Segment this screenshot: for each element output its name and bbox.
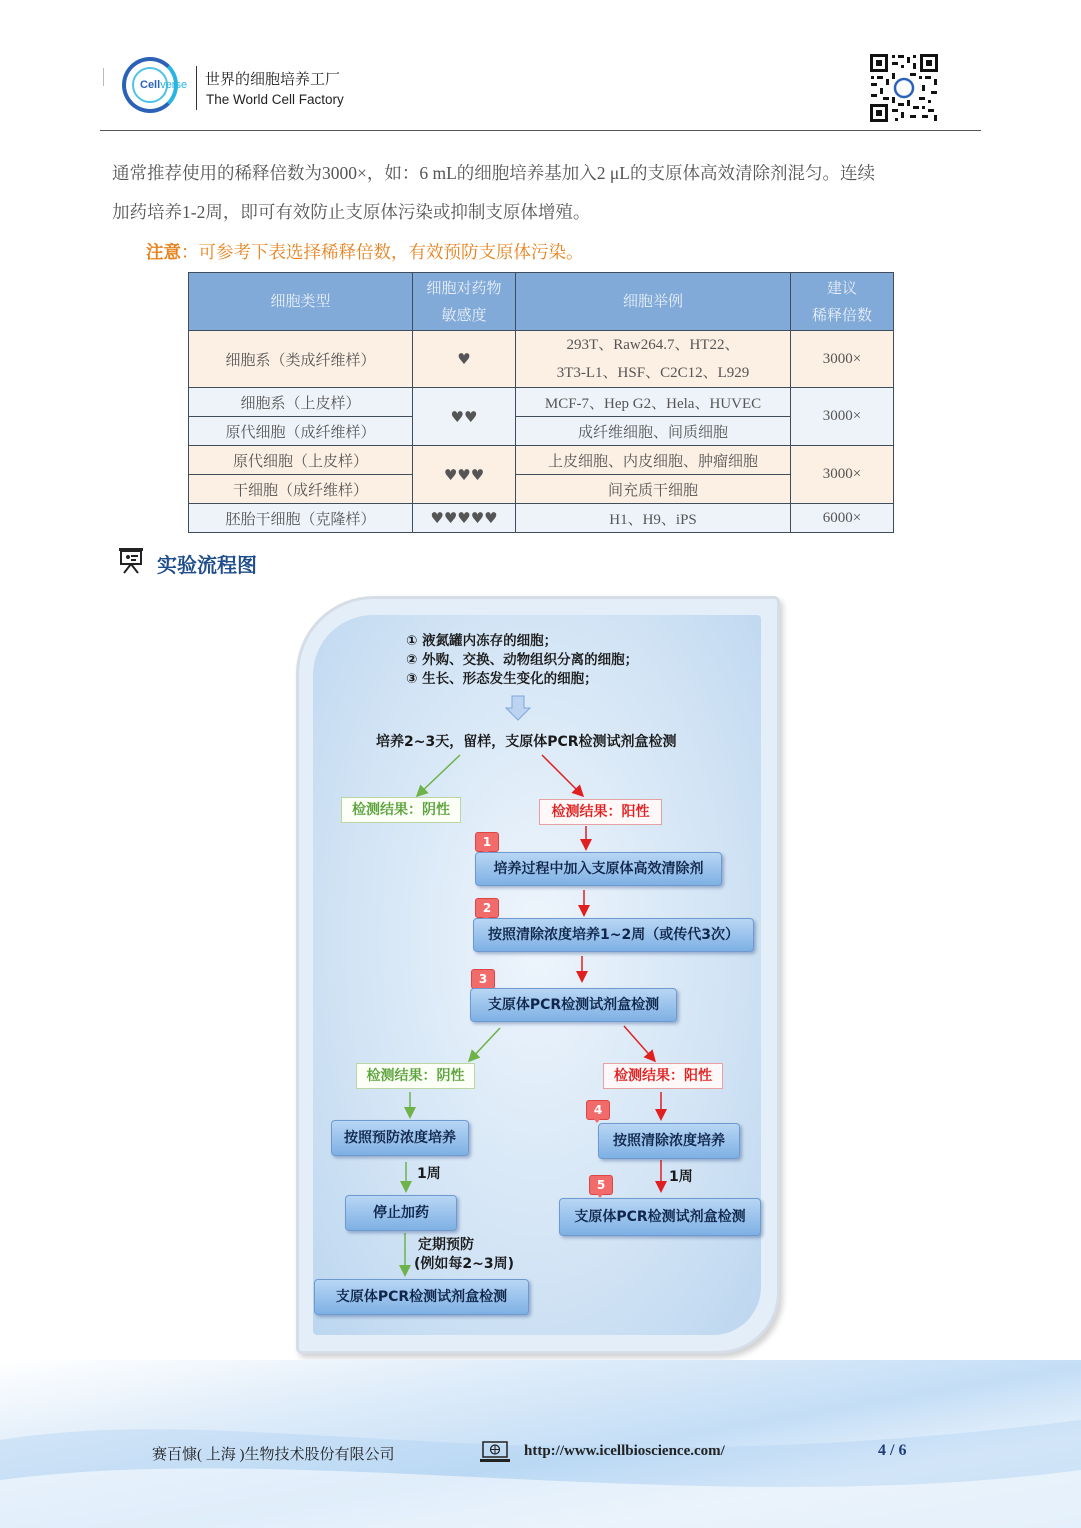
culture-step: 培养2~3天，留样，支原体PCR检测试剂盒检测 <box>376 734 677 750</box>
heart-rating: ♥ <box>413 331 516 388</box>
page-number: 4 / 6 <box>878 1442 907 1459</box>
cell-type: 胚胎干细胞（克隆样） <box>189 504 413 533</box>
one-week-label-b: 1周 <box>669 1169 693 1185</box>
one-week-label-a: 1周 <box>417 1166 441 1182</box>
step-clear-culture: 按照清除浓度培养1~2周（或传代3次） <box>473 918 754 952</box>
step-number-5: 5 <box>589 1175 613 1195</box>
logo-text: Cellverse <box>140 79 188 91</box>
intro-line-2: 加药培养1-2周，即可有效防止支原体污染或抑制支原体增殖。 <box>112 202 591 222</box>
cell-examples: 上皮细胞、内皮细胞、肿瘤细胞 <box>516 446 791 475</box>
cell-type: 细胞系（上皮样） <box>189 388 413 417</box>
slogan-en: The World Cell Factory <box>206 92 344 107</box>
step-add-cleaner: 培养过程中加入支原体高效清除剂 <box>475 852 722 886</box>
dilution-value: 3000× <box>791 388 894 446</box>
down-arrow-icon <box>506 696 530 720</box>
footer-company: 赛百慷( 上海 )生物技术股份有限公司 <box>152 1447 395 1463</box>
result-positive-1: 检测结果：阳性 <box>539 799 662 825</box>
step-number-4: 4 <box>586 1100 610 1120</box>
header-dilution: 建议 稀释倍数 <box>791 273 894 331</box>
website-icon <box>480 1441 510 1463</box>
dilution-value: 6000× <box>791 504 894 533</box>
result-negative-1: 检测结果：阴性 <box>341 797 461 823</box>
note-text: 注意：可参考下表选择稀释倍数，有效预防支原体污染。 <box>146 243 584 263</box>
cell-examples: 间充质干细胞 <box>516 475 791 504</box>
result-positive-2: 检测结果：阳性 <box>603 1063 723 1089</box>
cell-examples: 成纤维细胞、间质细胞 <box>516 417 791 446</box>
heart-rating: ♥♥ <box>413 388 516 446</box>
header-sensitivity: 细胞对药物 敏感度 <box>413 273 516 331</box>
periodic-label: 定期预防 (例如每2~3周) <box>414 1237 515 1272</box>
footer-url-link[interactable]: http://www.icellbioscience.com/ <box>524 1443 725 1459</box>
intro-line-1: 通常推荐使用的稀释倍数为3000×，如：6 mL的细胞培养基加入2 μL的支原体高效清除剂混匀。连续 <box>112 163 875 183</box>
retest-pcr-box: 支原体PCR检测试剂盒检测 <box>559 1198 761 1236</box>
step-pcr-test: 支原体PCR检测试剂盒检测 <box>470 988 677 1022</box>
step-number-1: 1 <box>475 832 499 852</box>
cell-examples: MCF-7、Hep G2、Hela、HUVEC <box>516 388 791 417</box>
cell-examples: 293T、Raw264.7、HT22、 3T3-L1、HSF、C2C12、L929 <box>516 331 791 388</box>
cell-type: 干细胞（成纤维样） <box>189 475 413 504</box>
step-number-2: 2 <box>475 898 499 918</box>
cell-type: 细胞系（类成纤维样） <box>189 331 413 388</box>
slogan-cn: 世界的细胞培养工厂 <box>205 70 341 88</box>
prevent-culture-box: 按照预防浓度培养 <box>331 1120 469 1156</box>
stop-drug-box: 停止加药 <box>345 1195 457 1231</box>
header-examples: 细胞举例 <box>516 273 791 331</box>
step-number-3: 3 <box>471 969 495 989</box>
header-cell-type: 细胞类型 <box>189 273 413 331</box>
source-list: ① 液氮罐内冻存的细胞； ② 外购、交换、动物组织分离的细胞； ③ 生长、形态发生变化的细胞； <box>406 633 639 687</box>
final-pcr-test-box: 支原体PCR检测试剂盒检测 <box>314 1279 529 1315</box>
cell-examples: H1、H9、iPS <box>516 504 791 533</box>
dilution-value: 3000× <box>791 446 894 504</box>
result-negative-2: 检测结果：阴性 <box>356 1063 475 1089</box>
cell-type: 原代细胞（成纤维样） <box>189 417 413 446</box>
heart-rating: ♥♥♥♥♥ <box>413 504 516 533</box>
cell-type: 原代细胞（上皮样） <box>189 446 413 475</box>
clear-culture-box: 按照清除浓度培养 <box>598 1123 740 1159</box>
dilution-value: 3000× <box>791 331 894 388</box>
heart-rating: ♥♥♥ <box>413 446 516 504</box>
section-title: 实验流程图 <box>157 553 257 577</box>
